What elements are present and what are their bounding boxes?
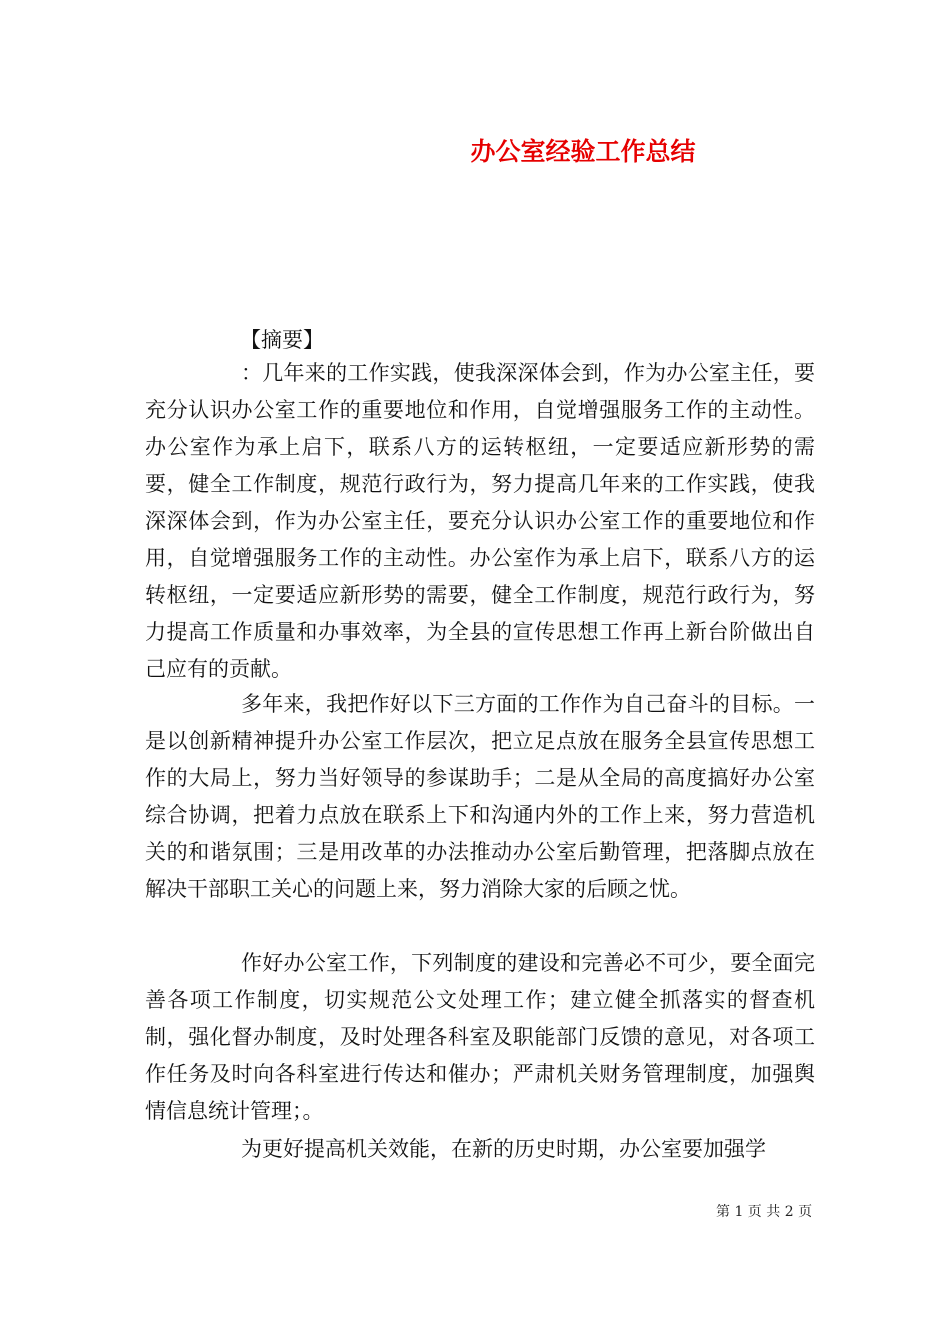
paragraph-efficiency: 为更好提高机关效能，在新的历史时期，办公室要加强学 bbox=[241, 1137, 766, 1161]
paragraph-systems: 作好办公室工作，下列制度的建设和完善必不可少，要全面完善各项工作制度，切实规范公文处理工作；建立健全抓落实的督查机制，强化督办制度，及时处理各科室及职能部门反馈的意见，对各项工作任务及时向各科室进行传达和催办；严肃机关财务管理制度，加强舆情信息统计管理；。 bbox=[145, 951, 815, 1123]
paragraph-goals: 多年来，我把作好以下三方面的工作作为自己奋斗的目标。一是以创新精神提升办公室工作层次，把立足点放在服务全县宣传思想工作的大局上，努力当好领导的参谋助手；二是从全局的高度搞好办公室综合协调，把着力点放在联系上下和沟通内外的工作上来，努力营造机关的和谐氛围；三是用改革的办法推动办公室后勤管理，把落脚点放在解决干部职工关心的问题上来，努力消除大家的后顾之忧。 bbox=[145, 692, 815, 901]
page-number-footer: 第 1 页 共 2 页 bbox=[716, 1204, 813, 1220]
abstract-heading: 【摘要】 bbox=[240, 328, 324, 352]
paragraph-abstract: ：几年来的工作实践，使我深深体会到，作为办公室主任，要充分认识办公室工作的重要地位和作用，自觉增强服务工作的主动性。办公室作为承上启下，联系八方的运转枢纽，一定要适应新形势的需要，健全工作制度，规范行政行为，努力提高几年来的工作实践，使我深深体会到，作为办公室主任，要充分认识办公室工作的重要地位和作用，自觉增强服务工作的主动性。办公室作为承上启下，联系八方的运转枢纽，一定要适应新形势的需要，健全工作制度，规范行政行为，努力提高工作质量和办事效率，为全县的宣传思想工作再上新台阶做出自己应有的贡献。 bbox=[145, 361, 815, 681]
document-title: 办公室经验工作总结 bbox=[470, 137, 696, 166]
